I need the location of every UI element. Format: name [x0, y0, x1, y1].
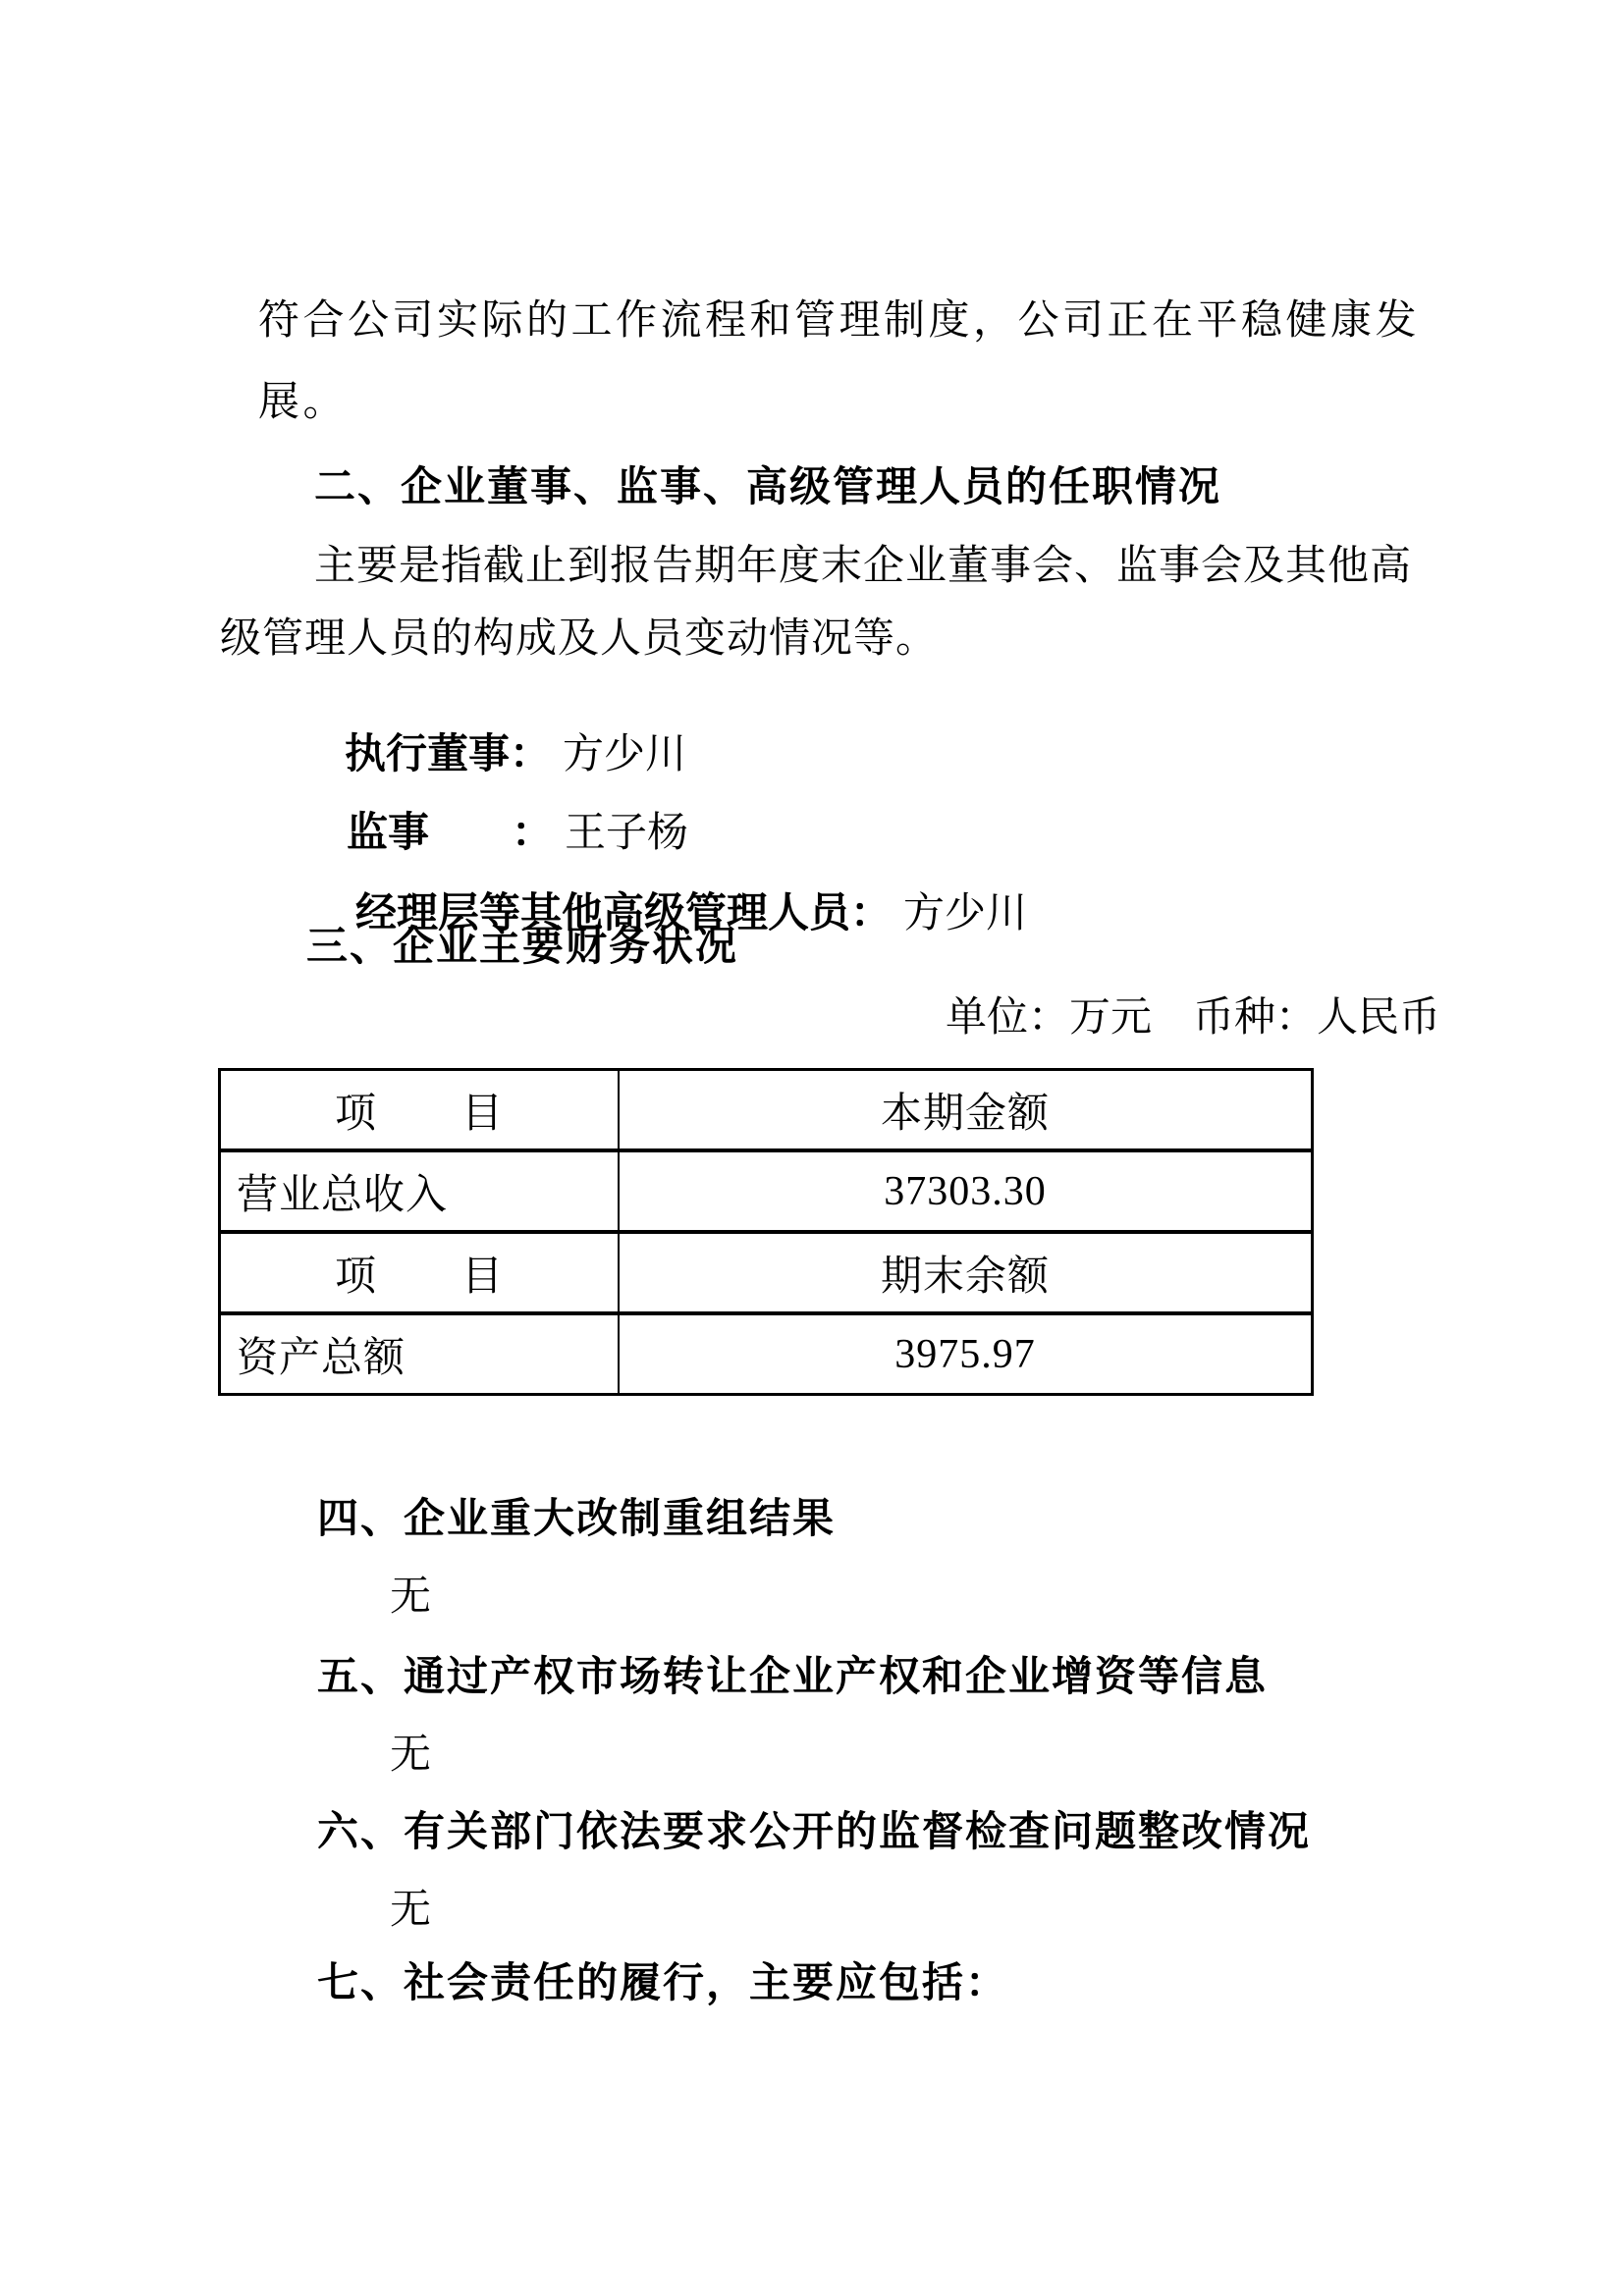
section-7-heading: 七、社会责任的履行，主要应包括： [317, 1961, 1009, 2006]
section-5-heading: 五、通过产权市场转让企业产权和企业增资等信息 [317, 1655, 1269, 1700]
table-row [221, 1071, 1311, 1148]
intro-paragraph-line-2: 展。 [258, 380, 349, 425]
item-header-cell: 项 目 [221, 1071, 620, 1148]
section-2-heading: 二、企业董事、监事、高级管理人员的任职情况 [314, 465, 1222, 510]
section-6-heading: 六、有关部门依法要求公开的监督检查问题整改情况 [317, 1810, 1312, 1855]
value-cell: 37303.30 [884, 1168, 1047, 1214]
table-row [221, 1311, 1311, 1393]
role-label-executive-director: 执行董事： [345, 732, 552, 777]
section-5-content-none: 无 [390, 1733, 434, 1778]
role-value-senior-management: 方少川 [903, 891, 1028, 936]
section-3-heading: 三、企业主要财务状况 [306, 925, 739, 970]
section-6-content-none: 无 [390, 1888, 434, 1933]
value-header-cell: 本期金额 [880, 1091, 1050, 1137]
role-value-executive-director: 方少川 [563, 732, 687, 777]
table-row [221, 1230, 1311, 1311]
value-header-cell: 期末余额 [880, 1254, 1050, 1300]
item-cell: 营业总收入 [221, 1152, 620, 1230]
role-value-supervisor: 王子杨 [565, 811, 689, 856]
section-2-body-line-2: 级管理人员的构成及人员变动情况等。 [220, 616, 939, 662]
financial-table [218, 1068, 1314, 1396]
item-header-cell: 项 目 [221, 1234, 620, 1311]
table-row [221, 1148, 1311, 1230]
section-2-body-line-1: 主要是指截止到报告期年度末企业董事会、监事会及其他高 [314, 544, 1413, 589]
value-cell: 3975.97 [894, 1331, 1036, 1377]
unit-currency-note: 单位：万元 币种：人民币 [946, 995, 1441, 1041]
section-4-heading: 四、企业重大改制重组结果 [317, 1497, 837, 1542]
section-4-content-none: 无 [390, 1575, 434, 1620]
role-label-senior-management: 经理层等其他高级管理人员： [355, 891, 893, 936]
item-cell: 资产总额 [221, 1315, 620, 1393]
intro-paragraph-line-1: 符合公司实际的工作流程和管理制度，公司正在平稳健康发 [258, 298, 1421, 344]
role-label-supervisor: 监事 ： [347, 811, 554, 856]
